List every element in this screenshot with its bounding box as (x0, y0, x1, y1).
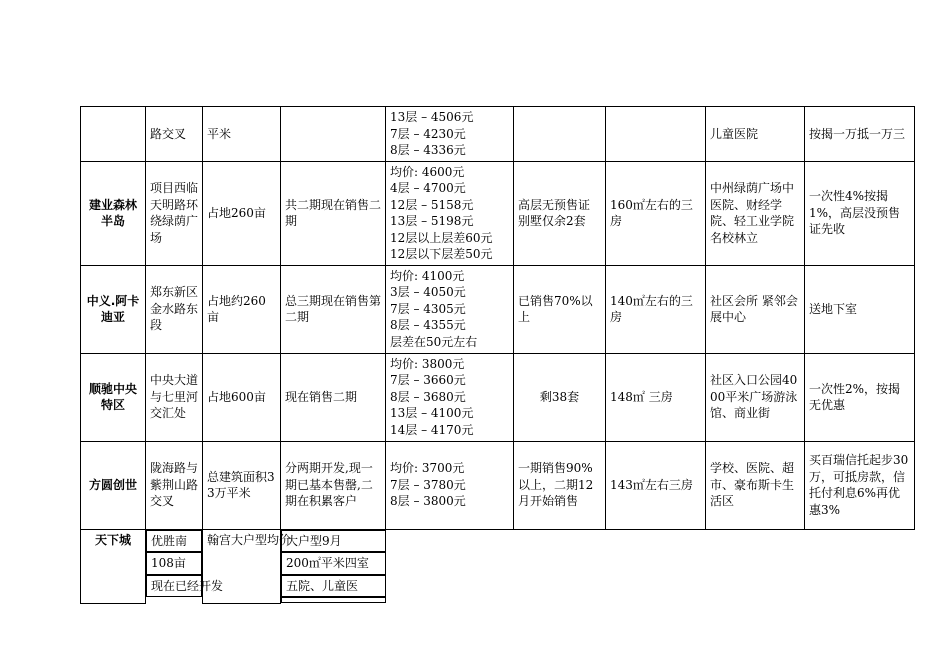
table-body (81, 107, 915, 604)
location-cell: 中央大道与七里河交汇处 (146, 353, 203, 441)
units-cell: 200㎡平米四室 (281, 552, 386, 575)
phase-cell (281, 107, 386, 162)
facilities-cell: 社区入口公园4000平米广场游泳馆、商业街 (706, 353, 805, 441)
facilities-cell: 五院、儿童医 (281, 575, 386, 598)
sales-cell (514, 107, 606, 162)
price-line: 均价: 3700元 (390, 461, 465, 476)
price-line: 3层 – 4050元 (390, 285, 466, 300)
location-cell: 项目西临天明路环绕绿荫广场 (146, 161, 203, 265)
project-name: 天下城 (81, 529, 146, 603)
sales-cell: 一期销售90%以上，二期12月开始销售 (514, 441, 606, 529)
price-line: 7层 – 4305元 (390, 301, 466, 316)
units-cell: 160㎡左右的三房 (606, 161, 706, 265)
property-table (80, 106, 915, 604)
price-line: 7层 – 4230元 (390, 126, 466, 141)
phase-cell: 总三期现在销售第二期 (281, 265, 386, 353)
table-row (81, 265, 915, 353)
price-line: 12层以上层差60元 (390, 230, 493, 245)
price-cell (386, 107, 514, 162)
table-row (81, 161, 915, 265)
sales-cell: 大户型9月 (281, 530, 386, 553)
phase-cell: 现在已经开发 (146, 575, 202, 598)
sales-cell: 剩38套 (514, 353, 606, 441)
price-line: 层差在50元左右 (390, 334, 478, 349)
price-line: 12层 – 5158元 (390, 197, 474, 212)
location-cell: 路交叉 (146, 107, 203, 162)
price-line: 7层 – 3780元 (390, 477, 466, 492)
location-cell: 郑东新区金水路东段 (146, 265, 203, 353)
price-line: 14层 – 4170元 (390, 422, 474, 437)
area-cell: 108亩 (146, 552, 202, 575)
price-line: 均价: 3800元 (390, 356, 465, 371)
facilities-cell: 中州绿荫广场中医院、财经学院、轻工业学院名校林立 (706, 161, 805, 265)
sales-cell: 高层无预售证 别墅仅余2套 (514, 161, 606, 265)
location-cell: 优胜南 (146, 530, 202, 553)
facilities-cell: 学校、医院、超市、豪布斯卡生活区 (706, 441, 805, 529)
price-line: 13层 – 4100元 (390, 406, 474, 421)
area-cell: 占地600亩 (203, 353, 281, 441)
project-name: 顺驰中央特区 (81, 353, 146, 441)
payment-cell: 按揭一万抵一万三 (805, 107, 915, 162)
area-cell: 平米 (203, 107, 281, 162)
payment-cell (281, 597, 386, 603)
price-line: 8层 – 4355元 (390, 318, 466, 333)
location-cell: 陇海路与紫荆山路交叉 (146, 441, 203, 529)
price-line: 7层 – 3660元 (390, 373, 466, 388)
price-line: 翰宫大户型均价 (207, 532, 292, 547)
price-line: 8层 – 3800元 (390, 494, 466, 509)
project-name: 建业森林半岛 (81, 161, 146, 265)
price-cell (386, 353, 514, 441)
table-row (81, 529, 915, 603)
price-line: 13层 – 4506元 (390, 110, 474, 124)
area-cell: 占地约260亩 (203, 265, 281, 353)
price-line: 均价: 4600元 (390, 164, 465, 179)
units-cell: 148㎡ 三房 (606, 353, 706, 441)
project-name: 中义.阿卡迪亚 (81, 265, 146, 353)
price-line: 均价: 4100元 (390, 268, 465, 283)
project-name: 方圆创世 (81, 441, 146, 529)
price-line: 8层 – 4336元 (390, 143, 466, 157)
payment-cell: 一次性2%，按揭无优惠 (805, 353, 915, 441)
phase-cell: 分两期开发,现一期已基本售罄,二期在积累客户 (281, 441, 386, 529)
payment-cell: 买百瑞信托起步30万，可抵房款，信托付利息6%再优惠3% (805, 441, 915, 529)
price-line: 12层以下层差50元 (390, 247, 493, 261)
facilities-cell: 儿童医院 (706, 107, 805, 162)
price-cell (386, 161, 514, 265)
payment-cell: 送地下室 (805, 265, 915, 353)
units-cell: 143㎡左右三房 (606, 441, 706, 529)
area-cell: 占地260亩 (203, 161, 281, 265)
price-cell (386, 441, 514, 529)
price-line: 4层 – 4700元 (390, 181, 466, 195)
area-cell: 总建筑面积33万平米 (203, 441, 281, 529)
price-line: 13层 – 5198元 (390, 214, 474, 228)
phase-cell: 现在销售二期 (281, 353, 386, 441)
payment-cell: 一次性4%按揭1%，高层没预售证先收 (805, 161, 915, 265)
price-line: 8层 – 3680元 (390, 389, 466, 404)
project-name (81, 107, 146, 162)
facilities-cell: 社区会所 紧邻会展中心 (706, 265, 805, 353)
table-row (81, 107, 915, 162)
table-row (81, 353, 915, 441)
sales-cell: 已销售70%以上 (514, 265, 606, 353)
table-row (81, 441, 915, 529)
units-cell (606, 107, 706, 162)
phase-cell: 共二期现在销售二期 (281, 161, 386, 265)
units-cell: 140㎡左右的三房 (606, 265, 706, 353)
price-cell (386, 265, 514, 353)
